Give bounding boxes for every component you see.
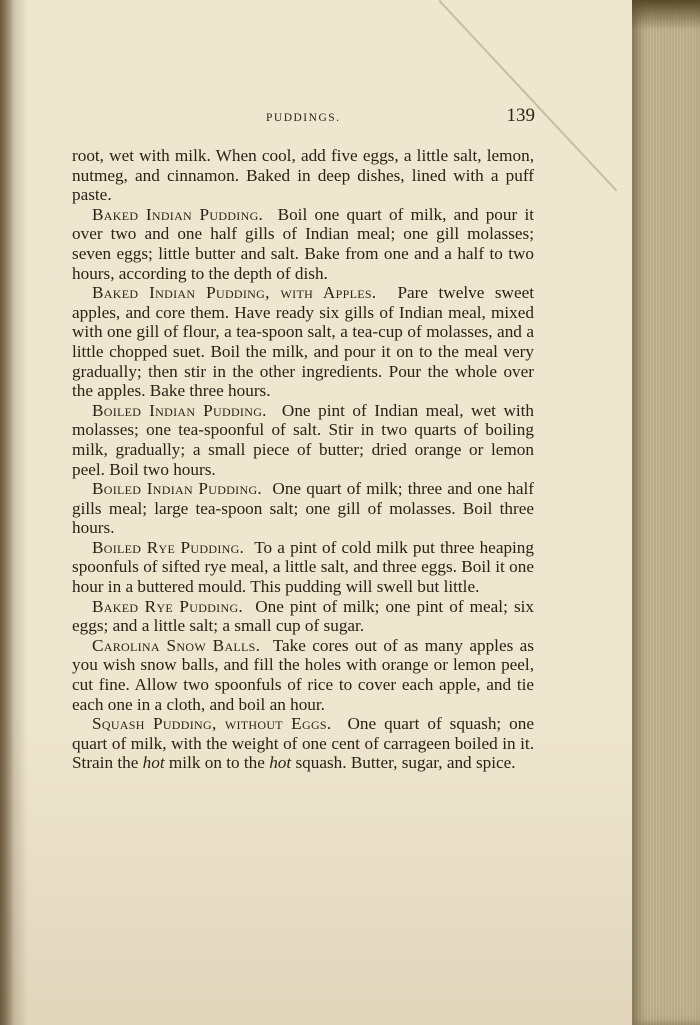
recipe-paragraph xyxy=(72,401,534,479)
page-body xyxy=(72,146,534,773)
recipe-paragraph xyxy=(72,636,534,714)
recipe-heading: Baked Indian Pudding. xyxy=(92,204,264,224)
recipe-paragraph xyxy=(72,538,534,597)
recipe-heading: Squash Pudding, without Eggs. xyxy=(92,714,332,734)
paragraph-text: root, wet with milk. When cool, add five eggs, a little salt, lemon, nutmeg, and cinnamon. Baked in deep dishes, lined with a puff paste. xyxy=(72,146,534,205)
recipe-paragraph xyxy=(72,205,534,283)
recipe-text: One pint of Indian meal, wet with molasses; one tea-spoonful of salt. Stir in two quarts of boiling milk, gradually; a small piece of butter; dried orange or lemon peel. Boil two hours. xyxy=(72,400,534,479)
recipe-text: milk on to the xyxy=(168,753,265,773)
recipe-heading: Boiled Rye Pudding. xyxy=(92,537,245,557)
recipe-paragraph xyxy=(72,283,534,401)
recipe-text: squash. Butter, sugar, and spice. xyxy=(295,753,516,773)
recipe-heading: Carolina Snow Balls. xyxy=(92,635,261,655)
recipe-text: Take cores out of as many apples as you wish snow balls, and fill the holes with orange or lemon peel, cut fine. Allow two spoonfuls of rice to cover each apple, and tie each one in a cloth, and boil an hour. xyxy=(72,635,534,714)
page-header xyxy=(80,105,535,135)
recipe-heading: Boiled Indian Pudding. xyxy=(92,479,263,499)
recipe-heading: Baked Indian Pudding, with Apples. xyxy=(92,283,377,303)
recipe-text: One quart of squash; one quart of milk, with the weight of one cent of carrageen boiled in it. Strain the xyxy=(72,714,535,773)
recipe-paragraph xyxy=(72,714,534,773)
recipe-paragraph xyxy=(72,597,534,636)
recipe-text: One pint of milk; one pint of meal; six eggs; and a little salt; a small cup of sugar. xyxy=(72,596,534,636)
spine-shadow xyxy=(0,0,14,1025)
page-number: 139 xyxy=(506,105,535,126)
recipe-text: Pare twelve sweet apples, and core them. Have ready six gills of Indian meal, mixed with one gill of flour, a tea-spoon salt, a tea-cup of molasses, and a little chopped suet. Boil the milk, and pour it on to the meal very gradually; then stir in the other ingredients. Pour the whole over the apples. Bake three hours. xyxy=(72,283,534,401)
recipe-heading: Baked Rye Pudding. xyxy=(92,596,244,616)
recipe-text: To a pint of cold milk put three heaping spoonfuls of sifted rye meal, a little salt, and three eggs. Boil it one hour in a buttered mould. This pudding will swell but little. xyxy=(72,537,534,597)
recipe-text: Boil one quart of milk, and pour it over two and one half gills of Indian meal; one gill molasses; seven eggs; little butter and salt. Bake from one and a half to two hours, according to the depth of dish. xyxy=(72,204,534,283)
page-fore-edge xyxy=(632,0,700,1025)
running-title: PUDDINGS. xyxy=(266,112,341,124)
recipe-paragraph xyxy=(72,479,534,538)
paragraph xyxy=(72,146,534,205)
recipe-heading: Boiled Indian Pudding. xyxy=(92,400,267,420)
page-fore-edge-shadow xyxy=(632,0,700,30)
emphasis: hot xyxy=(269,753,292,773)
recipe-text: One quart of milk; three and one half gills meal; large tea-spoon salt; one gill of molasses. Boil three hours. xyxy=(72,479,535,538)
emphasis: hot xyxy=(142,753,165,773)
